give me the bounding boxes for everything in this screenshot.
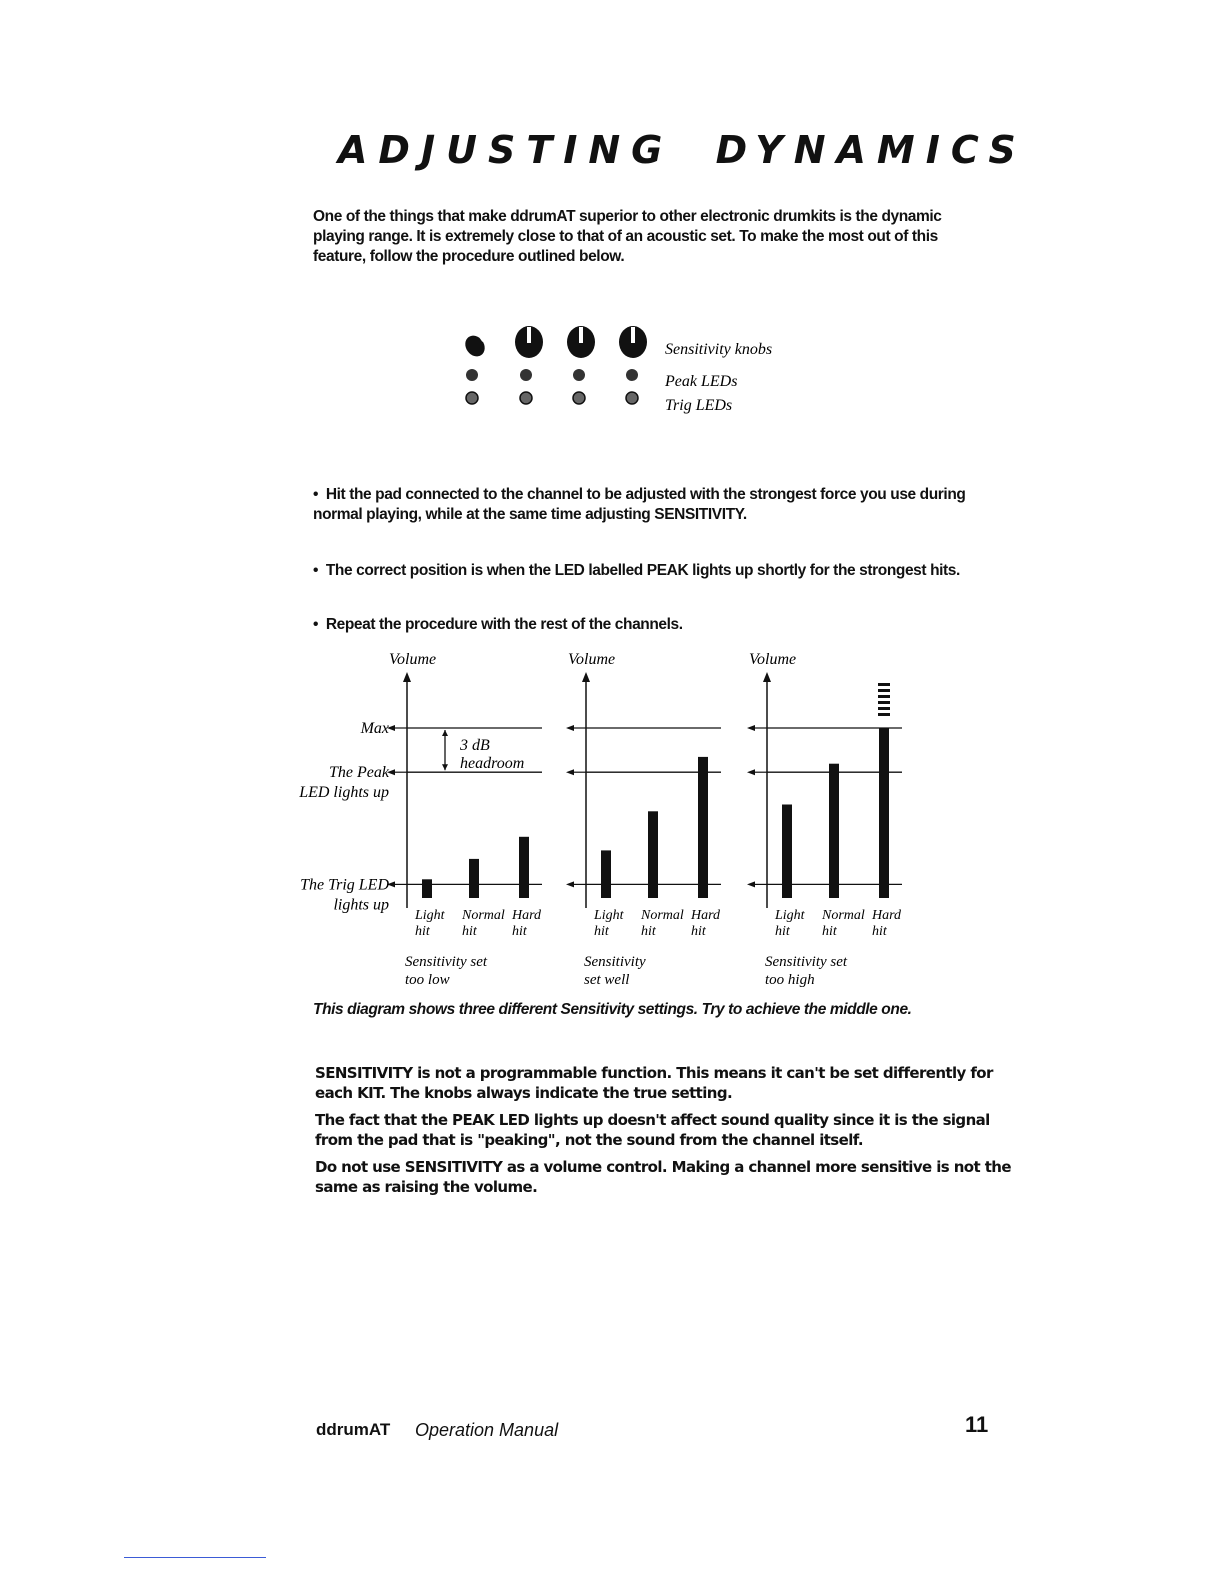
- clip-indicator: [878, 695, 890, 698]
- y-axis-arrow-icon: [403, 672, 411, 682]
- knobs-label: Sensitivity knobs: [665, 341, 773, 358]
- peak-led-icon: [626, 369, 638, 381]
- clip-indicator: [878, 683, 890, 686]
- panel-caption: too high: [765, 972, 815, 988]
- bar: [829, 764, 839, 898]
- peak-led-icon: [573, 369, 585, 381]
- panel-caption: Sensitivity set: [405, 954, 488, 970]
- bar: [601, 850, 611, 898]
- category-label: Light: [594, 908, 624, 923]
- knob-icon: [619, 326, 647, 358]
- category-label: Normal: [641, 908, 684, 923]
- y-axis-arrow-icon: [582, 672, 590, 682]
- link-underline: [124, 1557, 266, 1558]
- category-label: Light: [775, 908, 805, 923]
- panel-caption: Sensitivity: [584, 954, 646, 970]
- clip-indicator: [878, 713, 890, 716]
- dynamics-chart: [0, 640, 1224, 1000]
- headroom-arrow-icon: [442, 730, 448, 736]
- clip-indicator: [878, 707, 890, 710]
- bullet-text: The correct position is when the LED labelled PEAK lights up shortly for the strongest hits.: [325, 562, 960, 579]
- category-label: hit: [872, 924, 887, 939]
- category-label: Hard: [691, 908, 721, 923]
- headroom-arrow-icon: [442, 764, 448, 770]
- headroom-label: 3 dB: [460, 737, 490, 754]
- peak-label: LED lights up: [299, 784, 389, 802]
- page-number: 11: [965, 1412, 989, 1437]
- panel-caption: Sensitivity set: [765, 954, 848, 970]
- note-paragraph: Do not use SENSITIVITY as a volume control. Making a channel more sensitive is not the same as raising the volume.: [315, 1158, 1011, 1196]
- bar: [519, 837, 529, 898]
- peak-label: The Peak: [329, 764, 389, 782]
- note-paragraph: SENSITIVITY is not a programmable function. This means it can't be set differently for each KIT. The knobs always indicate the true setting.: [315, 1064, 993, 1102]
- trig-led-icon: [520, 392, 532, 404]
- footer-brand: ddrumAT: [316, 1420, 391, 1439]
- category-label: Normal: [462, 908, 505, 923]
- peak-led-icon: [520, 369, 532, 381]
- knob-icon: [461, 329, 488, 360]
- knob-icon: [567, 326, 595, 358]
- bar: [648, 811, 658, 898]
- category-label: Hard: [872, 908, 902, 923]
- max-label: Max: [360, 720, 389, 737]
- bullet-text: Hit the pad connected to the channel to be adjusted with the strongest force you use during normal playing, while at the same time adjusting SENSITIVITY.: [313, 486, 966, 523]
- footer-subtitle: Operation Manual: [415, 1420, 559, 1440]
- clip-indicator: [878, 689, 890, 692]
- trig-led-label: Trig LEDs: [665, 397, 733, 414]
- peak-led-label: Peak LEDs: [665, 373, 738, 390]
- axis-label: Volume: [568, 651, 616, 668]
- category-label: hit: [775, 924, 790, 939]
- bar: [698, 757, 708, 898]
- bullet-item: • Hit the pad connected to the channel to be adjusted with the strongest force you use during normal playing, while at the same time adjusting SENSITIVITY.: [313, 486, 966, 523]
- bullet-item: • Repeat the procedure with the rest of the channels.: [313, 616, 683, 633]
- trig-led-icon: [626, 392, 638, 404]
- category-label: Light: [415, 908, 445, 923]
- bar: [422, 879, 432, 898]
- bar: [879, 728, 889, 898]
- peak-led-icon: [466, 369, 478, 381]
- category-label: Normal: [822, 908, 865, 923]
- page-title: ADJUSTING DYNAMICS: [338, 128, 1027, 172]
- category-label: hit: [415, 924, 430, 939]
- category-label: hit: [594, 924, 609, 939]
- trig-led-icon: [573, 392, 585, 404]
- axis-label: Volume: [749, 651, 797, 668]
- intro-paragraph: One of the things that make ddrumAT superior to other electronic drumkits is the dynamic playing range. It is extremely close to that of an acoustic set. To make the most out of this feature, follow the procedure outlined below.: [313, 208, 942, 265]
- category-label: hit: [462, 924, 477, 939]
- bullet-item: • The correct position is when the LED labelled PEAK lights up shortly for the strongest hits.: [313, 562, 960, 579]
- y-axis-arrow-icon: [763, 672, 771, 682]
- clip-indicator: [878, 701, 890, 704]
- category-label: hit: [641, 924, 656, 939]
- knob-icon: [515, 326, 543, 358]
- panel-caption: set well: [584, 972, 630, 988]
- category-label: Hard: [512, 908, 542, 923]
- category-label: hit: [691, 924, 706, 939]
- axis-label: Volume: [389, 651, 437, 668]
- trig-led-icon: [466, 392, 478, 404]
- category-label: hit: [822, 924, 837, 939]
- note-paragraph: The fact that the PEAK LED lights up doesn't affect sound quality since it is the signal from the pad that is "peaking", not the sound from the channel itself.: [315, 1111, 990, 1149]
- category-label: hit: [512, 924, 527, 939]
- bar: [782, 805, 792, 899]
- bullet-text: Repeat the procedure with the rest of the channels.: [325, 616, 683, 633]
- headroom-label: headroom: [460, 755, 525, 773]
- bar: [469, 859, 479, 898]
- panel-caption: too low: [405, 972, 450, 988]
- front-panel-illustration: [400, 325, 820, 425]
- trig-label: lights up: [333, 896, 389, 914]
- diagram-caption: This diagram shows three different Sensitivity settings. Try to achieve the middle one.: [313, 1001, 912, 1018]
- trig-label: The Trig LED: [300, 876, 389, 894]
